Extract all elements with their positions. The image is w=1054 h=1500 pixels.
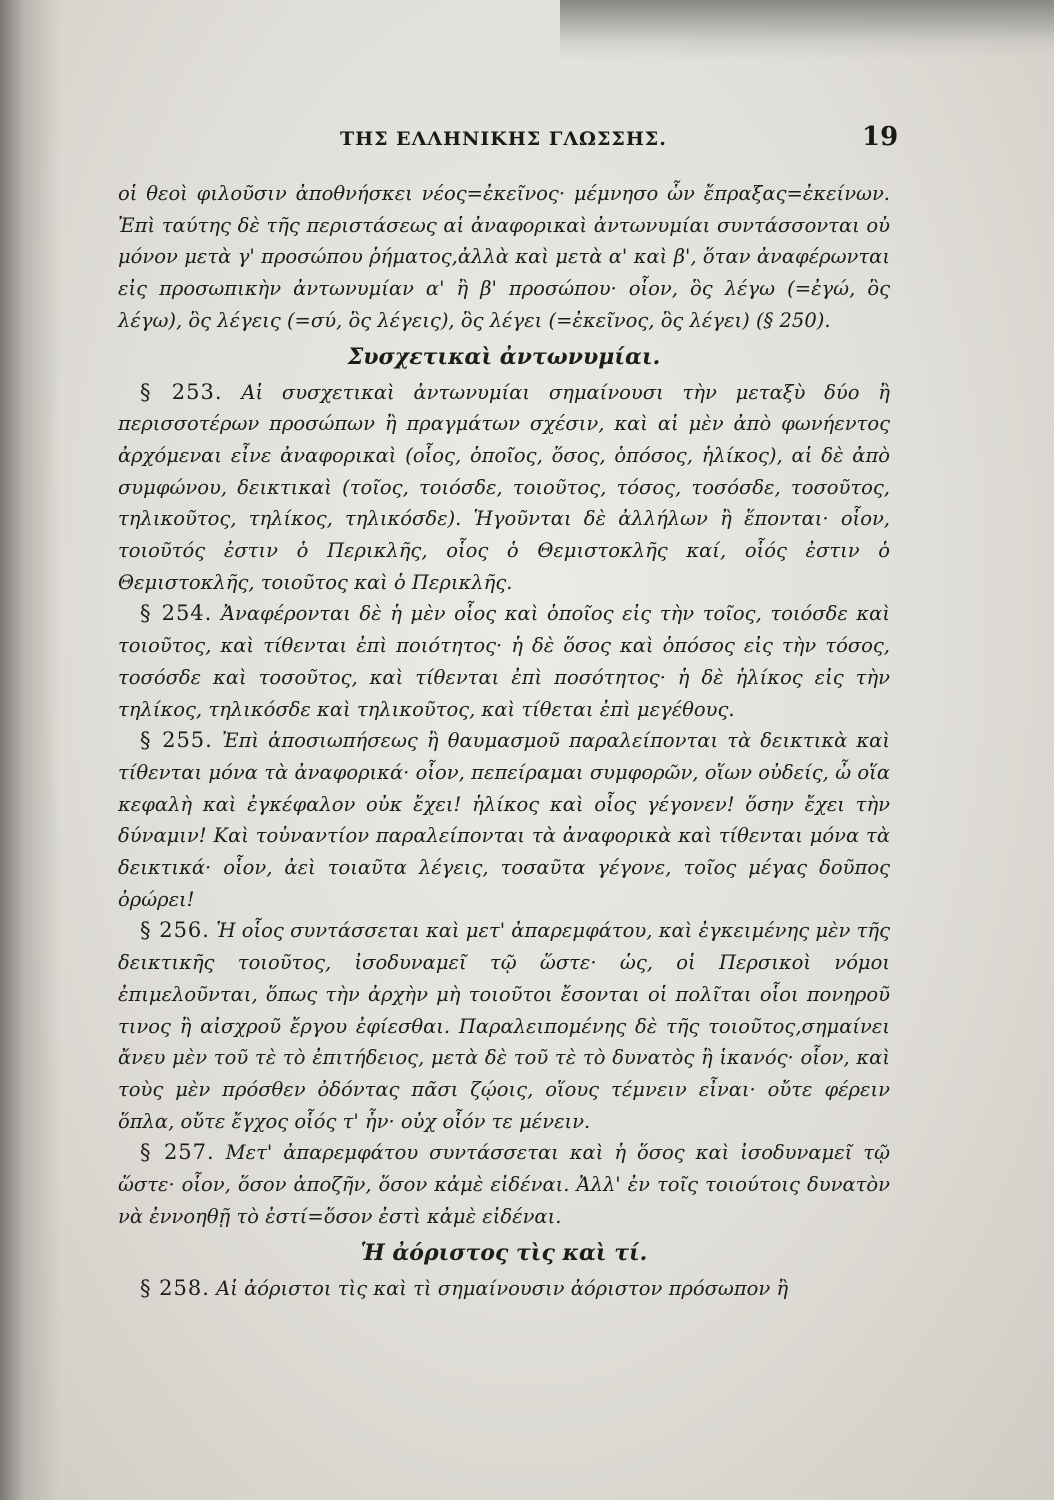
torn-top-edge bbox=[560, 0, 1054, 60]
paragraph-253 bbox=[118, 377, 890, 599]
section-number: § 257. bbox=[140, 1140, 215, 1165]
running-head bbox=[0, 122, 1054, 158]
binding-shadow bbox=[0, 0, 60, 1500]
paragraph-continuation bbox=[118, 178, 890, 337]
paragraph-text: Αἱ συσχετικαὶ ἀντωνυμίαι σημαίνουσι τὴν μεταξὺ δύο ἢ περισσοτέρων προσώπων ἢ πραγμάτων σχέσιν, καὶ αἱ μὲν ἀπὸ φωνήεντος ἀρχόμεναι εἶνε ἀναφορικαὶ (οἷος, ὁποῖος, ὅσος, ὁπόσος, ἡλίκος), αἱ δὲ ἀπὸ συμφώνου, δεικτικαὶ (τοῖος, τοιόσδε, τοιοῦτος, τόσος, τοσόσδε, τοσοῦτος, τηλικοῦτος, τηλίκος, τηλικόσδε). Ἡγοῦνται δὲ ἀλλήλων ἢ ἕπονται· οἷον, τοιοῦτός ἐστιν ὁ Περικλῆς, οἷος ὁ Θεμιστοκλῆς καί, οἷός ἐστιν ὁ Θεμιστοκλῆς, τοιοῦτος καὶ ὁ Περικλῆς. bbox=[118, 380, 890, 594]
paragraph-256 bbox=[118, 915, 890, 1137]
paragraph-255 bbox=[118, 725, 890, 915]
paragraph-text: Ἀναφέρονται δὲ ἡ μὲν οἷος καὶ ὁποῖος εἰς τὴν τοῖος, τοιόσδε καὶ τοιοῦτος, καὶ τίθενται ἐπὶ ποιότητος· ἡ δὲ ὅσος καὶ ὁπόσος εἰς τὴν τόσος, τοσόσδε καὶ τοσοῦτος, καὶ τίθενται ἐπὶ ποσότητος· ἡ δὲ ἡλίκος εἰς τὴν τηλίκος, τηλικόσδε καὶ τηλικοῦτος, καὶ τίθεται ἐπὶ μεγέθους. bbox=[118, 602, 890, 721]
section-number: § 255. bbox=[140, 728, 213, 753]
section-number: § 253. bbox=[140, 379, 223, 404]
section-heading-correlative-pronouns: Συσχετικαὶ ἀντωνυμίαι. bbox=[347, 343, 661, 370]
page-number: 19 bbox=[862, 122, 899, 152]
section-number: § 258. bbox=[140, 1275, 210, 1300]
paragraph-text: Αἱ ἀόριστοι τὶς καὶ τὶ σημαίνουσιν ἀόριστον πρόσωπον ἢ bbox=[216, 1276, 789, 1300]
paragraph-text: Ἐπὶ ἀποσιωπήσεως ἢ θαυμασμοῦ παραλείπονται τὰ δεικτικὰ καὶ τίθενται μόνα τὰ ἀναφορικά· οἷον, πεπείραμαι συμφορῶν, οἵων οὐδείς, ὦ οἵα κεφαλὴ καὶ ἐγκέφαλον οὐκ ἔχει! ἡλίκος καὶ οἷος γέγονεν! ὅσην ἔχει τὴν δύναμιν! Καὶ τοὐναντίον παραλείπονται τὰ ἀναφορικὰ καὶ τίθενται μόνα τὰ δεικτικά· οἷον, ἀεὶ τοιαῦτα λέγεις, τοσαῦτα γέγονε, τοῖος μέγας δοῦπος ὀρώρει! bbox=[118, 729, 890, 911]
section-number: § 254. bbox=[140, 601, 213, 626]
paragraph-254 bbox=[118, 598, 890, 725]
paragraph-257 bbox=[118, 1137, 890, 1232]
paragraph-text: Ἡ οἷος συντάσσεται καὶ μετ' ἀπαρεμφάτου, καὶ ἐγκειμένης μὲν τῆς δεικτικῆς τοιοῦτος, ἰσοδυναμεῖ τῷ ὥστε· ὡς, οἱ Περσικοὶ νόμοι ἐπιμελοῦνται, ὅπως τὴν ἀρχὴν μὴ τοιοῦτοι ἔσονται οἱ πολῖται οἷοι πονηροῦ τινος ἢ αἰσχροῦ ἔργου ἐφίεσθαι. Παραλειπομένης δὲ τῆς τοιοῦτος,σημαίνει ἄνευ μὲν τοῦ τὲ τὸ ἐπιτήδειος, μετὰ δὲ τοῦ τὲ τὸ δυνατὸς ἢ ἱκανός· οἷον, καὶ τοὺς μὲν πρόσθεν ὀδόντας πᾶσι ζῴοις, οἵους τέμνειν εἶναι· οὔτε φέρειν ὅπλα, οὔτε ἔγχος οἷός τ' ἦν· οὐχ οἷόν τε μένειν. bbox=[118, 919, 890, 1133]
paragraph-text: οἱ θεοὶ φιλοῦσιν ἀποθνήσκει νέος=ἐκεῖνος· μέμνησο ὧν ἔπραξας=ἐκείνων. Ἐπὶ ταύτης δὲ τῆς περιστάσεως αἱ ἀναφορικαὶ ἀντωνυμίαι συντάσσονται οὐ μόνον μετὰ γ' προσώπου ῥήματος,ἀλλὰ καὶ μετὰ α' καὶ β', ὅταν ἀναφέρωνται εἰς προσωπικὴν ἀντωνυμίαν α' ἢ β' προσώπου· οἷον, ὃς λέγω (=ἐγώ, ὃς λέγω), ὃς λέγεις (=σύ, ὃς λέγεις), ὃς λέγει (=ἐκεῖνος, ὃς λέγει) (§ 250). bbox=[118, 182, 890, 332]
paragraph-text: Μετ' ἀπαρεμφάτου συντάσσεται καὶ ἡ ὅσος καὶ ἰσοδυναμεῖ τῷ ὥστε· οἷον, ὅσον ἀποζῆν, ὅσον κἀμὲ εἰδέναι. Ἀλλ' ἐν τοῖς τοιούτοις δυνατὸν νὰ ἐννοηθῇ τὸ ἐστί=ὅσον ἐστὶ κἀμὲ εἰδέναι. bbox=[118, 1141, 890, 1228]
running-title: ΤΗΣ ΕΛΛΗΝΙΚΗΣ ΓΛΩΣΣΗΣ. bbox=[340, 128, 667, 150]
body-text bbox=[118, 178, 890, 1304]
paragraph-258 bbox=[118, 1273, 890, 1305]
section-number: § 256. bbox=[140, 918, 210, 943]
section-heading-indefinite-pronoun: Ἡ ἀόριστος τὶς καὶ τί. bbox=[360, 1239, 648, 1266]
